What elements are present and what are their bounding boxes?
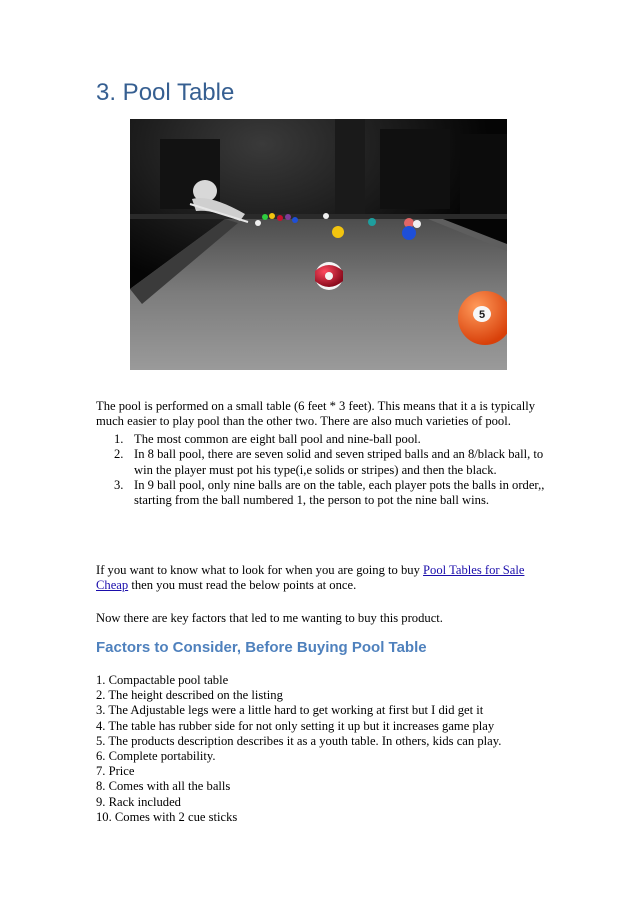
- list-item: 7. Price: [96, 764, 135, 779]
- list-text: In 8 ball pool, there are seven solid and seven striped balls and an 8/black ball, to win the player must pot his type(i,e solids or stripes) and then the black.: [134, 447, 544, 477]
- list-item: [96, 478, 556, 509]
- list-text: In 9 ball pool, only nine balls are on the table, each player pots the balls in order,, starting from the ball numbered 1, the person to pot the nine ball wins.: [134, 477, 545, 508]
- list-number: 1.: [114, 432, 124, 446]
- steps-list: [96, 432, 556, 508]
- factors-list: [96, 673, 566, 825]
- list-item: 1. Compactable pool table: [96, 673, 229, 687]
- list-item: 3. The Adjustable legs were a little hard to get working at first but I did get it: [96, 703, 484, 718]
- list-item: 10. Comes with 2 cue sticks: [96, 809, 238, 824]
- list-item: [96, 447, 556, 478]
- list-item: 9. Rack included: [96, 794, 181, 809]
- pool-tables-link[interactable]: Pool Tables for Sale Cheap: [96, 562, 525, 592]
- pool-table-illustration: [130, 119, 507, 370]
- key-factors-paragraph: Now there are key factors that led to me wanting to buy this product.: [96, 610, 443, 625]
- buy-text-after: then you must read the below points at once.: [128, 577, 357, 592]
- list-item: 8. Comes with all the balls: [96, 779, 231, 794]
- list-item: 2. The height described on the listing: [96, 688, 283, 703]
- list-item: 4. The table has rubber side for not only setting it up but it increases game play: [96, 718, 495, 733]
- list-item: 6. Complete portability.: [96, 749, 216, 764]
- intro-paragraph: The pool is performed on a small table (6 feet * 3 feet). This means that it a is typically much easier to play pool than the other two. There are also much varieties of pool.: [96, 398, 536, 428]
- page-title: 3. Pool Table: [96, 79, 235, 106]
- list-item: [96, 432, 556, 447]
- pool-table-photo: [130, 119, 507, 370]
- section-heading: Factors to Consider, Before Buying Pool Table: [96, 639, 427, 656]
- buy-paragraph: [96, 563, 556, 594]
- ball-number: 5: [478, 309, 486, 321]
- striped-ball-near: [315, 262, 343, 290]
- list-number: 2.: [114, 447, 124, 462]
- buy-text-before: If you want to know what to look for when you are going to buy: [96, 562, 424, 577]
- list-item: 5. The products description describes it as a youth table. In others, kids can play.: [96, 733, 502, 748]
- list-text: The most common are eight ball pool and nine-ball pool.: [134, 432, 421, 446]
- list-number: 3.: [114, 477, 124, 492]
